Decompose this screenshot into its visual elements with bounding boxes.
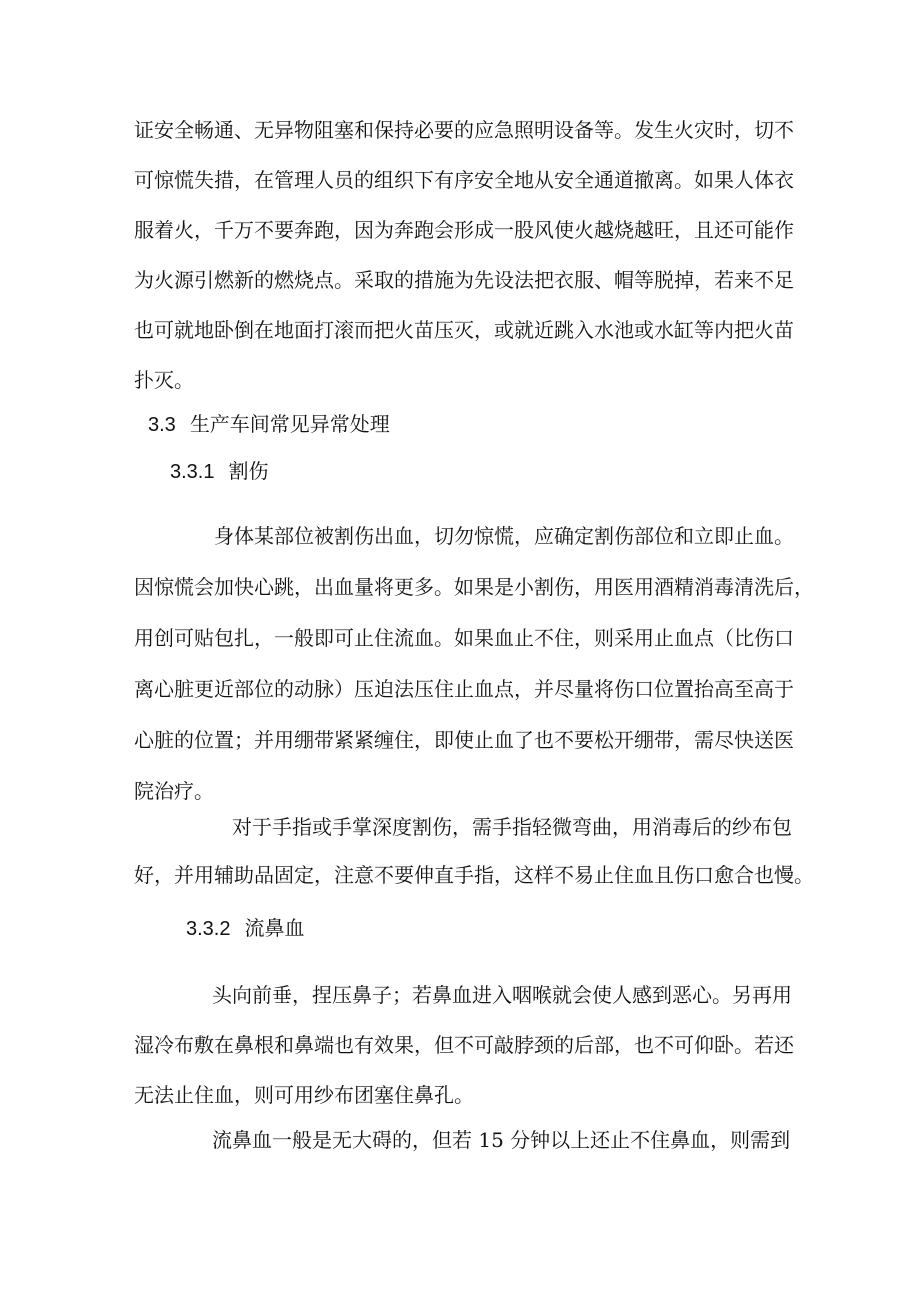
section-title: 生产车间常见异常处理 xyxy=(189,412,390,436)
paragraph-line: 院治疗。 xyxy=(134,779,214,803)
paragraph-line: 证安全畅通、无异物阻塞和保持必要的应急照明设备等。发生火灾时，切不 xyxy=(134,118,794,142)
section-title: 割伤 xyxy=(228,459,269,483)
paragraph-line: 离心脏更近部位的动脉）压迫法压住止血点，并尽量将伤口位置抬高至高于 xyxy=(134,677,794,701)
paragraph-line: 流鼻血一般是无大碍的，但若 15 分钟以上还止不住鼻血，则需到 xyxy=(212,1128,791,1152)
section-number: 3.3 xyxy=(148,414,176,436)
section-number: 3.3.2 xyxy=(186,918,231,940)
section-number: 3.3.1 xyxy=(170,461,215,483)
paragraph-line: 可惊慌失措，在管理人员的组织下有序安全地从安全通道撤离。如果人体衣 xyxy=(134,168,794,192)
paragraph-line: 因惊慌会加快心跳，出血量将更多。如果是小割伤，用医用酒精消毒清洗后， xyxy=(134,575,814,599)
section-heading-3-3 xyxy=(148,410,390,439)
paragraph-line: 也可就地卧倒在地面打滚而把火苗压灭，或就近跳入水池或水缸等内把火苗 xyxy=(134,318,794,342)
paragraph-line: 扑灭。 xyxy=(134,368,194,392)
section-heading-3-3-1 xyxy=(170,457,268,486)
paragraph-line: 心脏的位置；并用绷带紧紧缠住，即使止血了也不要松开绷带，需尽快送医 xyxy=(134,728,794,752)
paragraph-line: 好，并用辅助品固定，注意不要伸直手指，这样不易止住血且伤口愈合也慢。 xyxy=(134,863,814,887)
paragraph-line: 无法止住血，则可用纱布团塞住鼻孔。 xyxy=(134,1083,474,1107)
section-heading-3-3-2 xyxy=(186,914,304,943)
paragraph-line: 服着火，千万不要奔跑，因为奔跑会形成一股风使火越烧越旺，且还可能作 xyxy=(134,218,794,242)
paragraph-line: 为火源引燃新的燃烧点。采取的措施为先设法把衣服、帽等脱掉，若来不足 xyxy=(134,268,794,292)
paragraph-line: 对于手指或手掌深度割伤，需手指轻微弯曲，用消毒后的纱布包 xyxy=(232,815,792,839)
paragraph-line: 身体某部位被割伤出血，切勿惊慌，应确定割伤部位和立即止血。 xyxy=(214,524,794,548)
paragraph-line: 头向前垂，捏压鼻子；若鼻血进入咽喉就会使人感到恶心。另再用 xyxy=(212,983,792,1007)
section-title: 流鼻血 xyxy=(244,916,305,940)
paragraph-line: 湿冷布敷在鼻根和鼻端也有效果，但不可敲脖颈的后部，也不可仰卧。若还 xyxy=(134,1033,794,1057)
paragraph-line: 用创可贴包扎，一般即可止住流血。如果血止不住，则采用止血点（比伤口 xyxy=(134,626,794,650)
